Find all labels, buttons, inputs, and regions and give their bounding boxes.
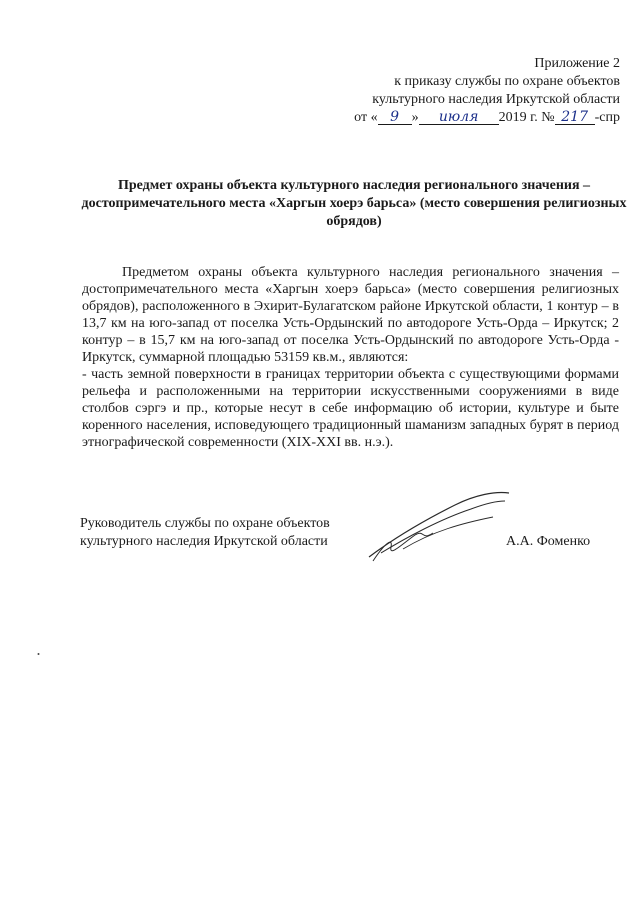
handwritten-order-number: 217 <box>555 110 595 125</box>
appendix-order-reference: к приказу службы по охране объектов <box>394 74 620 89</box>
signatory-position-line-2: культурного наследия Иркутской области <box>80 534 328 549</box>
document-title: Предмет охраны объекта культурного наследия регионального значения – достопримечательного места «Харгын хоерэ барьса» (место совершения религиозных обрядов) <box>81 178 627 229</box>
handwritten-month: июля <box>419 110 499 125</box>
handwritten-signature-icon <box>363 487 513 567</box>
stray-dot-icon <box>37 652 40 656</box>
appendix-date-line <box>354 109 620 127</box>
number-suffix: -спр <box>594 110 620 125</box>
document-body <box>82 264 619 451</box>
appendix-authority: культурного наследия Иркутской области <box>372 92 620 107</box>
appendix-header <box>354 55 620 127</box>
signatory-name: А.А. Фоменко <box>506 534 591 549</box>
date-mid: » <box>411 110 419 125</box>
body-paragraph-2: - часть земной поверхности в границах территории объекта с существующими формами рельефа и расположенными на территории искусственными сооружениями в виде столбов сэргэ и пр., которые несут в себе информацию об истории, культуре и быте коренного населения, исповедующего традиционный шаманизм западных бурят в период этнографической современности (XIX-XXI вв. н.э.). <box>82 367 619 450</box>
signatory-position-line-1: Руководитель службы по охране объектов <box>80 516 330 531</box>
signature-block <box>80 515 625 575</box>
signatory-position <box>80 515 380 551</box>
handwritten-day: 9 <box>378 110 412 125</box>
year-text: 2019 г. № <box>498 110 555 125</box>
body-paragraph-1: Предметом охраны объекта культурного наследия регионального значения – достопримечательного места «Харгын хоерэ барьса» (место совершения религиозных обрядов), расположенного в Эхирит-Булагатском районе Иркутской области, 1 контур – в 13,7 км на юго-запад от поселка Усть-Ордынский по автодороге Усть-Орда – Иркутск; 2 контур – в 15,7 км на юго-запад от поселка Усть-Ордынский по автодороге Усть-Орда - Иркутск, суммарной площадью 53159 кв.м., являются: <box>82 265 619 365</box>
date-prefix: от « <box>354 110 378 125</box>
appendix-label: Приложение 2 <box>534 56 620 71</box>
